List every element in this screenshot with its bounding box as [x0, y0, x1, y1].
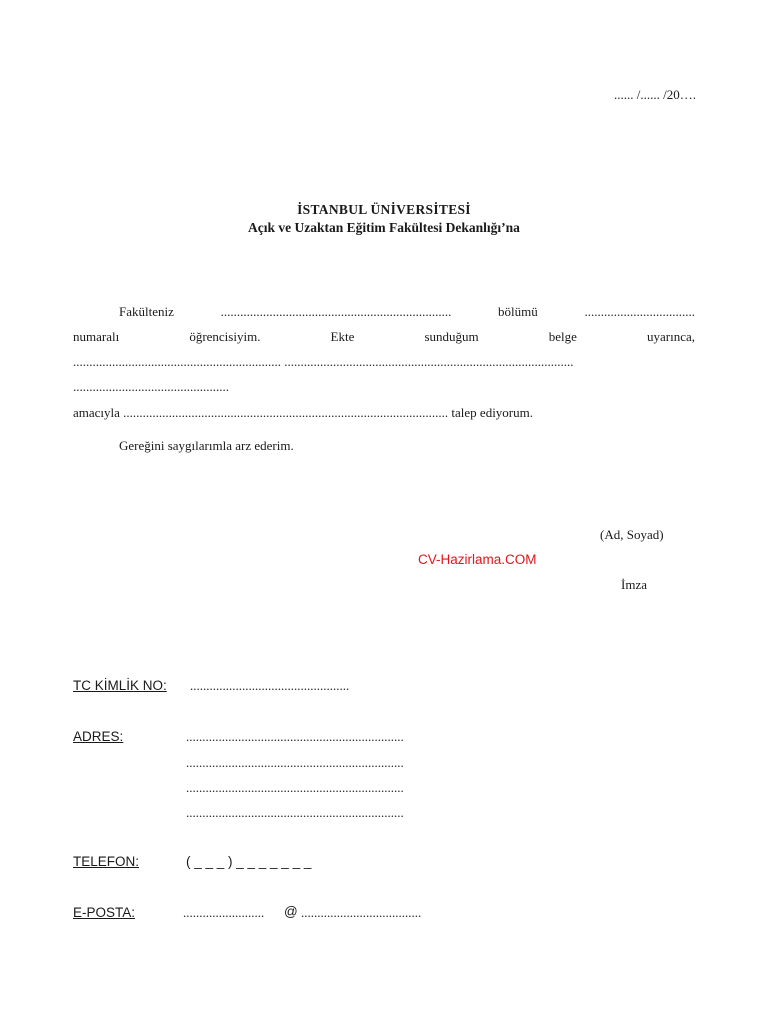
phone-label: TELEFON: — [73, 854, 140, 869]
word-sundugum: sunduğum — [424, 329, 479, 344]
fill-line-4: ................................................ — [73, 379, 229, 394]
word-ekte: Ekte — [330, 329, 355, 344]
fill-faculty: ....................................................................... — [220, 304, 452, 319]
signature-label: İmza — [621, 577, 647, 592]
word-bolumu: bölümü — [498, 304, 538, 319]
email-label: E-POSTA: — [73, 905, 136, 920]
email-fill-user: ......................... — [183, 905, 265, 920]
email-fill-domain: ..................................... — [301, 905, 422, 920]
watermark-text: CV-Hazirlama.COM — [418, 552, 537, 567]
phone-fill: ( _ _ _ ) _ _ _ _ _ _ _ — [186, 854, 312, 869]
word-fakulteniz: Fakülteniz — [119, 304, 174, 319]
address-label: ADRES: — [73, 729, 124, 744]
address-fill-1: ................................................................... — [186, 729, 404, 744]
email-at-sign: @ — [284, 904, 298, 919]
word-numarali: numaralı — [73, 329, 120, 344]
address-fill-4: ................................................................... — [186, 805, 404, 820]
closing-sentence: Gereğini saygılarımla arz ederim. — [119, 438, 294, 453]
university-title: İSTANBUL ÜNİVERSİTESİ — [297, 202, 471, 217]
body-line-2 — [73, 329, 695, 345]
purpose-line: amacıyla .................................................................................................... talep ediyorum. — [73, 405, 534, 420]
fill-department: .................................. — [584, 304, 695, 319]
word-uyarinca: uyarınca, — [646, 329, 695, 344]
faculty-title: Açık ve Uzaktan Eğitim Fakültesi Dekanlığı’na — [248, 220, 520, 235]
address-fill-2: ................................................................... — [186, 755, 404, 770]
date-field: ...... /...... /20…. — [614, 87, 696, 102]
tc-fill: ................................................. — [190, 678, 350, 693]
name-surname-label: (Ad, Soyad) — [600, 527, 664, 542]
body-line-1 — [119, 304, 695, 320]
fill-line-3: ................................................................ ......................................................................................... — [73, 354, 574, 369]
word-belge: belge — [548, 329, 577, 344]
address-fill-3: ................................................................... — [186, 780, 404, 795]
word-ogrencisiyim: öğrencisiyim. — [189, 329, 261, 344]
tc-label: TC KİMLİK NO: — [73, 678, 167, 693]
